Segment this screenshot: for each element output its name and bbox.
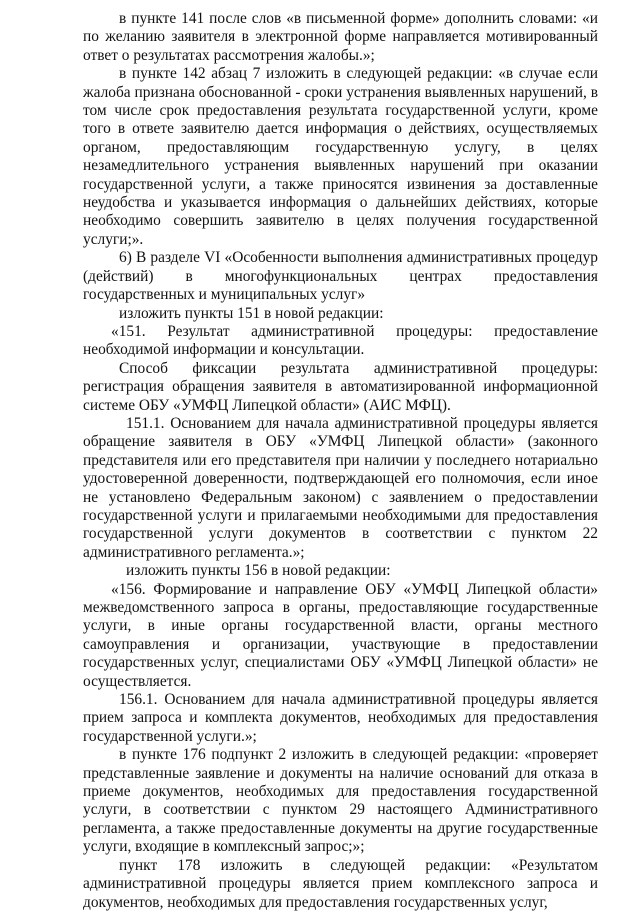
paragraph-156: «156. Формирование и направление ОБУ «УМФЦ Липецкой области» межведомственного запроса в органы, предоставляющие государственные услуги, в иные органы государственной власти, органы местного самоуправления и организации, участвующие в предоставлении государственных услуг, специалистами ОБУ «УМФЦ Липецкой области» не осуществляется. bbox=[83, 580, 598, 690]
paragraph-156-1: 156.1. Основанием для начала административной процедуры является прием запроса и комплекта документов, необходимых для предоставления государственной услуги.»; bbox=[83, 691, 598, 745]
paragraph-156-intro: изложить пункты 156 в новой редакции: bbox=[126, 562, 391, 580]
paragraph-141: в пункте 141 после слов «в письменной форме» дополнить словами: «и по желанию заявителя в электронной форме направляется мотивированный ответ о результатах рассмотрения жалобы.»; bbox=[83, 10, 598, 64]
paragraph-178: пункт 178 изложить в следующей редакции: «Результатом административной процедуры является прием комплексного запроса и документов, необходимых для предоставления государственных услуг, bbox=[83, 856, 598, 911]
paragraph-176: в пункте 176 подпункт 2 изложить в следующей редакции: «проверяет представленные заявление и документы на наличие оснований для отказа в приеме документов, необходимых для предоставления государственной услуги, в соответствии с пунктом 29 настоящего Административного регламента, а также предоставленные документы на другие государственные услуги, входящие в комплексный запрос;»; bbox=[83, 746, 598, 856]
paragraph-fixation: Способ фиксации результата административной процедуры: регистрация обращения заявителя в автоматизированной информационной системе ОБУ «УМФЦ Липецкой области» (АИС МФЦ). bbox=[83, 359, 598, 414]
paragraph-151-intro: изложить пункты 151 в новой редакции: bbox=[119, 304, 384, 322]
paragraph-151-1: 151.1. Основанием для начала административной процедуры является обращение заявителя в ОБУ «УМФЦ Липецкой области» (законного представителя или его представителя при наличии у последнего нотариально удостоверенной доверенности, подтверждающей его полномочия, если иное не установлено Федеральным законом) с заявлением о предоставлении государственной услуги и прилагаемыми необходимыми для предоставления государственной услуги документов в соответствии с пунктом 22 административного регламента.»; bbox=[83, 414, 598, 561]
paragraph-142: в пункте 142 абзац 7 изложить в следующей редакции: «в случае если жалоба признана обоснованной - сроки устранения выявленных нарушений, в том числе срок предоставления результата государственной услуги, кроме того в ответе заявителю дается информация о действиях, осуществляемых органом, предоставляющим государственную услугу, в целях незамедлительного устранения выявленных нарушений при оказании государственной услуги, а также приносятся извинения за доставленные неудобства и указывается информация о дальнейших действиях, которые необходимо совершить заявителю в целях получения государственной услуги;». bbox=[83, 65, 598, 248]
paragraph-section-vi: 6) В разделе VI «Особенности выполнения административных процедур (действий) в многофункциональных центрах предоставления государственных и муниципальных услуг» bbox=[83, 249, 598, 304]
paragraph-151: «151. Результат административной процедуры: предоставление необходимой информации и консультации. bbox=[83, 322, 598, 359]
